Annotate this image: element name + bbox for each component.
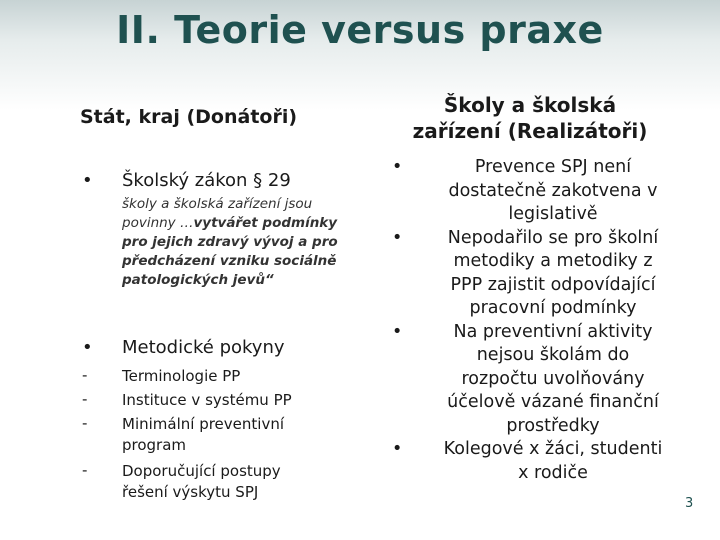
right-list-item [388, 438, 688, 485]
bullet-mark: • [392, 321, 403, 342]
bullet-mark: • [392, 227, 403, 248]
sub-item-line: Terminologie PP [122, 367, 241, 385]
item-line: Nepodařilo se pro školní [447, 227, 659, 248]
item-line: pracovní podmínky [469, 298, 637, 318]
dash-mark: - [82, 390, 88, 408]
item-line: Prevence SPJ není [474, 157, 632, 177]
sub-item-line: Minimální preventivní [122, 415, 284, 433]
item-line: PPP zajistit odpovídající [450, 274, 656, 295]
law-label: Školský zákon § 29 [122, 170, 291, 191]
bullet-mark: • [392, 157, 403, 177]
guidelines-label: Metodické pokyny [122, 337, 285, 358]
dash-mark: - [82, 366, 88, 384]
item-line: metodiky a metodiky z [453, 251, 653, 271]
sub-item-line: program [122, 436, 187, 454]
right-list-item [388, 227, 688, 321]
right-column-heading [375, 92, 685, 144]
sub-item-line: řešení výskytu SPJ [122, 483, 259, 501]
dash-mark: - [82, 461, 88, 479]
left-column-heading: Stát, kraj (Donátoři) [80, 106, 298, 128]
item-line: rozpočtu uvolňovány [461, 368, 645, 389]
right-bullet-list [388, 156, 688, 485]
sub-item-line: Instituce v systému PP [122, 391, 292, 409]
law-quote [122, 195, 362, 290]
item-line: účelově vázané finanční [447, 392, 659, 412]
bullet-mark: • [392, 439, 403, 459]
item-line: x rodiče [518, 462, 588, 483]
right-heading-line-1: Školy a školská [443, 93, 617, 117]
right-list-item [388, 156, 688, 227]
right-list-item [388, 321, 688, 439]
slide-title: II. Teorie versus praxe [116, 8, 604, 52]
item-line: Na preventivní aktivity [453, 321, 653, 342]
item-line: nejsou školám do [476, 345, 630, 365]
item-line: Kolegové x žáci, studenti [443, 439, 663, 459]
bullet-mark: • [82, 170, 93, 191]
right-heading-line-2: zařízení (Realizátoři) [412, 119, 648, 143]
item-line: prostředky [506, 415, 600, 436]
item-line: legislativě [508, 204, 598, 224]
quote-emphasis: vytvářet podmínky pro jejich zdravý vývoj a pro předcházení vzniku sociálně patologických jevů“ [122, 215, 338, 288]
dash-mark: - [82, 414, 88, 432]
bullet-mark: • [82, 337, 93, 358]
item-line: dostatečně zakotvena v [448, 180, 658, 201]
quote-lead: školy a školská zařízení jsou povinny … [122, 196, 313, 231]
sub-item-line: Doporučující postupy [122, 462, 281, 480]
page-number: 3 [685, 496, 694, 511]
